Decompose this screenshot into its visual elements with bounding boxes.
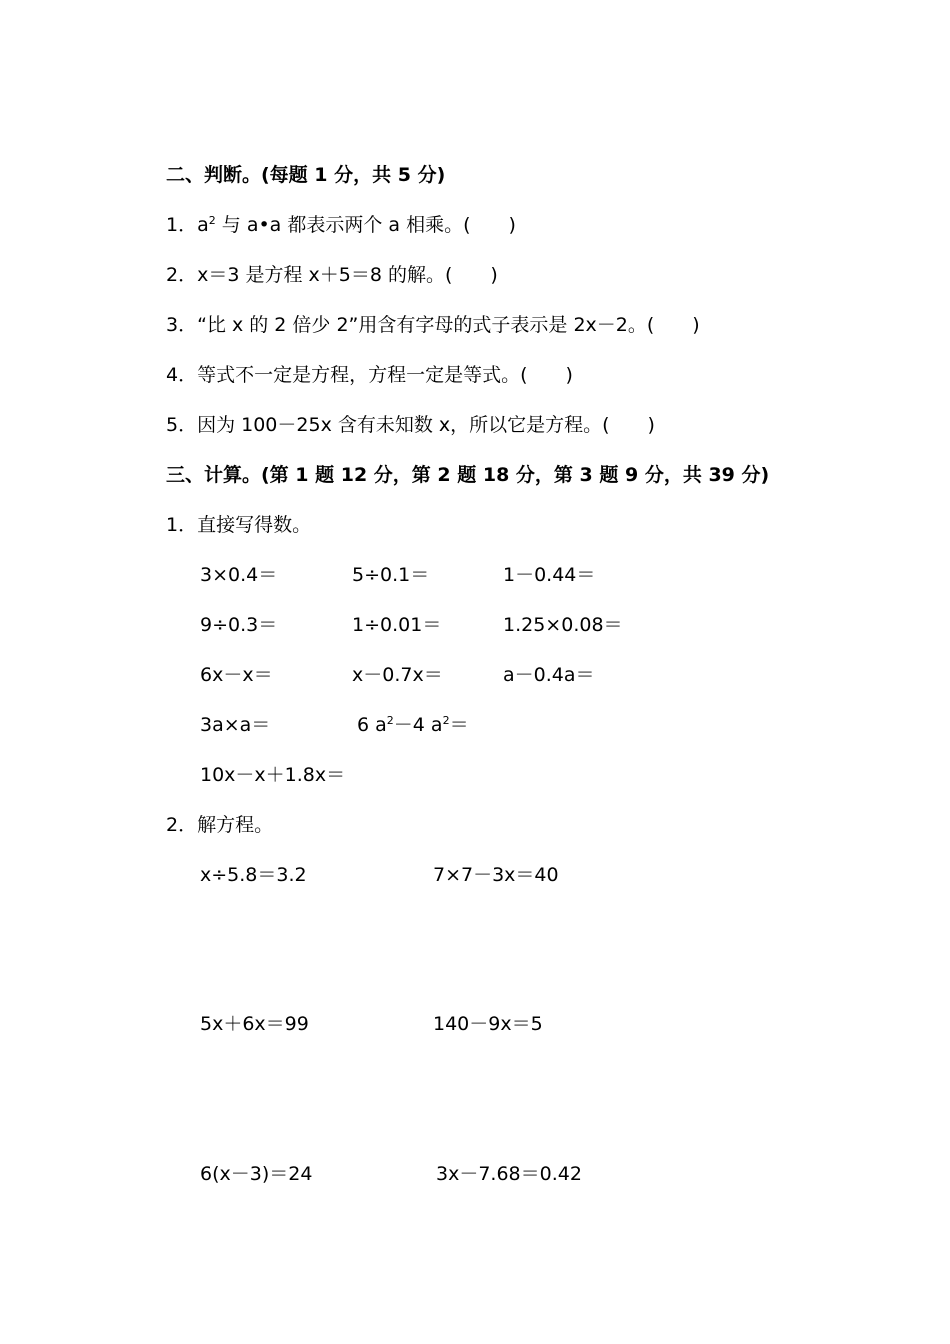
superscript: 2 — [386, 714, 394, 727]
equation: 3x－7.68＝0.42 — [436, 1163, 582, 1185]
question-label: 直接写得数。 — [197, 514, 312, 536]
judge-item-5 — [166, 413, 655, 437]
item-number: 4． — [166, 364, 198, 386]
calc-question-2 — [166, 813, 273, 837]
item-text: “比 x 的 2 倍少 2”用含有字母的式子表示是 2x－2。( ) — [197, 314, 700, 336]
item-text: 因为 100－25x 含有未知数 x，所以它是方程。( ) — [197, 414, 655, 436]
superscript: 2 — [208, 214, 216, 227]
calc-expr: 3×0.4＝ — [200, 564, 278, 586]
question-label: 解方程。 — [197, 814, 274, 836]
calc-expr: a－0.4a＝ — [503, 664, 595, 686]
equation: 140－9x＝5 — [433, 1013, 543, 1035]
equation: 6(x－3)＝24 — [200, 1163, 313, 1185]
question-number: 1． — [166, 514, 198, 536]
equation: x÷5.8＝3.2 — [200, 864, 307, 886]
section-3-title: 三、计算。(第 1 题 12 分，第 2 题 18 分，第 3 题 9 分，共 39 分) — [166, 464, 770, 486]
calc-expr: 10x－x＋1.8x＝ — [200, 764, 346, 786]
calc-expr: 3a×a＝ — [200, 714, 271, 736]
judge-item-3 — [166, 313, 700, 337]
calc-expr: x－0.7x＝ — [352, 664, 443, 686]
calc-expr: 1.25×0.08＝ — [503, 614, 623, 636]
item-text-pre: a — [197, 214, 209, 236]
item-number: 2． — [166, 264, 198, 286]
item-text: x＝3 是方程 x＋5＝8 的解。( ) — [197, 264, 498, 286]
judge-item-2 — [166, 263, 498, 287]
calc-expr: 5÷0.1＝ — [352, 564, 430, 586]
judge-item-1 — [166, 213, 516, 237]
calc-expr-power — [357, 713, 469, 737]
equation: 5x＋6x＝99 — [200, 1013, 309, 1035]
expr-part: ＝ — [449, 714, 469, 736]
equation: 7×7－3x＝40 — [433, 864, 559, 886]
item-number: 1． — [166, 214, 198, 236]
calc-question-1 — [166, 513, 311, 537]
calc-expr: 1÷0.01＝ — [352, 614, 442, 636]
calc-expr: 1－0.44＝ — [503, 564, 596, 586]
question-number: 2． — [166, 814, 198, 836]
item-text-post: 与 a•a 都表示两个 a 相乘。( ) — [215, 214, 516, 236]
expr-part: －4 a — [393, 714, 443, 736]
superscript: 2 — [442, 714, 450, 727]
calc-expr: 9÷0.3＝ — [200, 614, 278, 636]
section-2-title: 二、判断。(每题 1 分，共 5 分) — [166, 164, 446, 186]
item-text: 等式不一定是方程，方程一定是等式。( ) — [197, 364, 573, 386]
item-number: 5． — [166, 414, 198, 436]
judge-item-4 — [166, 363, 573, 387]
item-number: 3． — [166, 314, 198, 336]
expr-part: 6 a — [357, 714, 387, 736]
calc-expr: 6x－x＝ — [200, 664, 273, 686]
